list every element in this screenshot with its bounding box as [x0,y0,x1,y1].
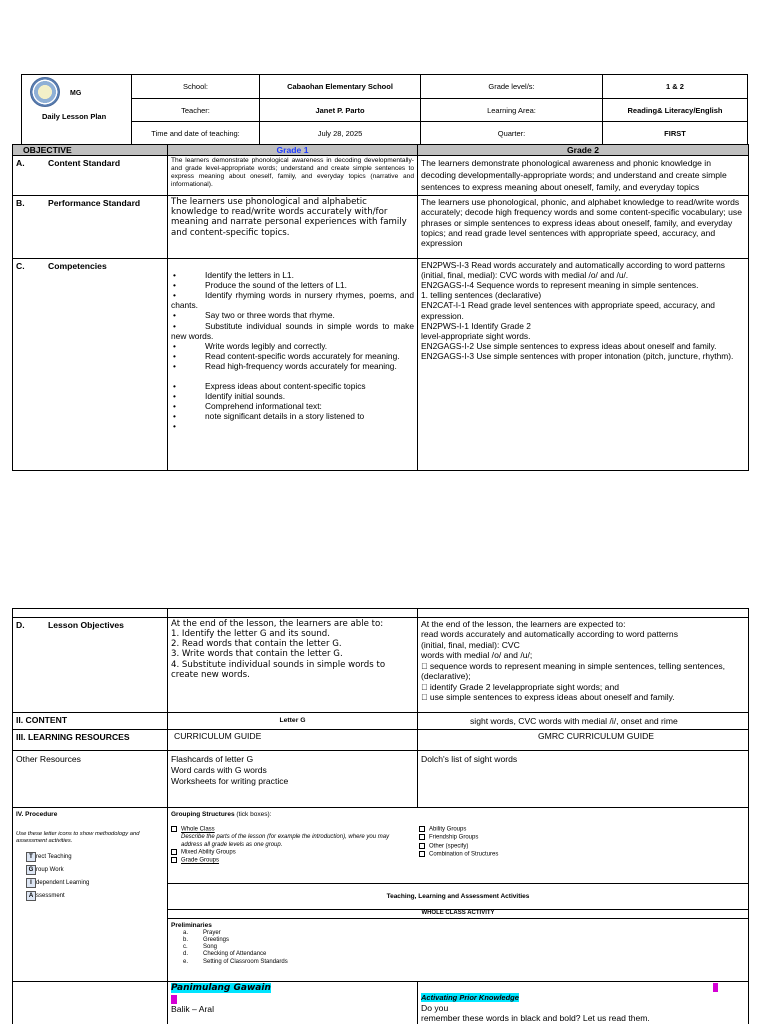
spacer-row [13,609,749,618]
list-item: • Identify the letters in L1. [171,270,414,280]
checkbox-icon[interactable] [419,851,425,857]
objective-line: At the end of the lesson, the learners are expected to: [421,619,626,629]
content-standard-label: A. Content Standard [13,156,168,196]
learning-resources-label: III. LEARNING RESOURCES [13,730,168,751]
list-item: • note significant details in a story listened to [171,411,414,421]
letter-a-icon: A [26,891,36,901]
grade-groups-option[interactable]: Grade Groups [171,857,411,865]
competency-item: EN2GAGS-I-3 Use simple sentences with proper intonation (pitch, juncture, rhythm). [421,350,734,361]
other-resources-g1 [168,751,418,808]
plan-title: Daily Lesson Plan [42,112,107,121]
letter-g-icon: G [26,865,36,875]
activity-label-cell [13,982,168,1024]
content-g2: sight words, CVC words with medial /i/, onset and rime [418,713,749,730]
checkbox-icon[interactable] [171,849,177,855]
competencies-row [13,259,749,471]
header-table [21,74,748,145]
competency-item: EN2GAGS-I-4 Sequence words to represent meaning in simple sentences. [421,280,699,291]
procedure-label: IV. Procedure [16,811,58,818]
letter-i-icon: I [26,878,36,888]
learning-resources-g2: GMRC CURRICULUM GUIDE [418,730,749,751]
logo-cell [22,75,132,145]
competency-item: level-appropriate sight words. [421,330,531,341]
list-item: • Identify initial sounds. [171,391,414,401]
lesson-objectives-g1 [168,618,418,713]
method-group: G roup Work [26,865,164,875]
whole-class-activity-heading: WHOLE CLASS ACTIVITY [168,910,749,919]
activity-row [13,982,749,1024]
content-g1: Letter G [168,713,418,730]
objective-line:   sequence words to represent meaning in simple sentences, telling sentences, (declarative); [421,660,726,682]
grade-value: 1 & 2 [603,75,748,99]
lesson-objectives-row [13,618,749,713]
teacher-label: Teacher: [132,99,260,122]
lesson-objectives-g2 [418,618,749,713]
objective-line: read words accurately and automatically according to word patterns [421,629,678,640]
performance-standard-g2: The learners use phonological, phonic, and alphabet knowledge to read/write words accurately; decode high frequency words and some content-specific vocabulary; use phrases or simple sentences to express ideas about oneself, family, and everyday topics; and read grade level sentences with appropriate speed, accuracy, and expression [418,196,749,259]
competency-item: EN2PWS-I-1 Identify Grade 2 [421,320,531,331]
competency-item: EN2GAGS-I-2 Use simple sentences to express ideas about oneself and family. [421,340,717,351]
competency-item: EN2CAT-I-1 Read grade level sentences with appropriate speed, accuracy, and expression. [421,300,715,321]
method-direct: T rect Teaching [26,852,164,862]
other-resources-row [13,751,749,808]
list-item: b. Greetings [183,936,230,943]
area-value: Reading& Literacy/English [603,99,748,122]
logo-text: MG [70,90,82,97]
school-value: Cabaohan Elementary School [260,75,421,99]
grouping-left [171,826,411,865]
performance-standard-label: B. Performance Standard [13,196,168,259]
g1-activity-title: Panimulang Gawain [171,983,271,993]
friendship-option[interactable]: Friendship Groups [419,834,498,842]
list-item: • Express ideas about content-specific topics [171,381,414,391]
method-independent: I dependent Learning [26,878,164,888]
competencies-label: C. Competencies [13,259,168,471]
content-standard-g2: The learners demonstrate phonological awareness and phonic knowledge in decoding developmentally-appropriate words; and understand and create simple sentences to express meaning about oneself, family, and everyday topics [418,156,749,196]
learning-resources-g1: CURRICULUM GUIDE [168,730,418,751]
checkbox-icon[interactable] [419,826,425,832]
deped-seal-icon [30,77,60,107]
learning-resources-row [13,730,749,751]
content-row [13,713,749,730]
preliminaries-cell [168,919,749,982]
mixed-option[interactable]: Mixed Ability Groups [171,849,411,857]
grouping-cell [168,808,749,884]
other-resources-g2: Dolch's list of sight words [418,751,749,808]
pink-marker: T [171,994,176,1002]
procedure-note: Use these letter icons to show methodology and assessment activities. [16,830,140,845]
grade1-heading: Grade 1 [168,145,418,156]
grade2-heading: Grade 2 [418,145,749,156]
objective-line: 2. Read words that contain the letter G. [171,639,342,650]
combination-option[interactable]: Combination of Structures [419,851,498,859]
preliminaries-list [171,930,745,966]
objective-heading: OBJECTIVE [13,145,168,156]
grouping-title: Grouping Structures (tick boxes): [171,811,272,818]
lesson-table [12,608,749,1024]
list-item: • Write words legibly and correctly. [171,341,414,351]
performance-standard-g1: The learners use phonological and alphabetic knowledge to read/write words accurately with/for meaning and narrate personal experiences with family and content-specific topics. [168,196,418,259]
list-item: e. Setting of Classroom Standards [183,958,288,965]
list-item: • Substitute individual sounds in simple words to make new words. [171,321,414,341]
method-icons [16,852,164,901]
letter-t-icon: T [26,852,36,862]
checkbox-icon[interactable] [171,857,177,863]
objective-line: At the end of the lesson, the learners are able to: [171,619,384,629]
whole-class-desc: Describe the parts of the lesson (for example the introduction), where you may address all grade levels as one group. [181,834,390,848]
list-item: c. Song [183,944,218,951]
checkbox-icon[interactable] [419,843,425,849]
other-option[interactable]: Other (specify) [419,843,498,851]
g2-activity-line2: remember these words in black and bold? Let us read them. [421,1012,650,1023]
g2-activity [418,982,749,1024]
list-item: d. Checking of Attendance [183,951,267,958]
performance-standard-row [13,196,749,259]
g1-activity [168,982,418,1024]
grade-label: Grade level/s: [421,75,603,99]
resource-item: Word cards with G words [171,765,267,776]
list-item: • Produce the sound of the letters of L1. [171,280,414,290]
list-item: • Read high-frequency words accurately for meaning. [171,361,414,371]
other-resources-label-cell: Other Resources [13,751,168,808]
objective-line:   use simple sentences to express ideas about oneself and family. [421,692,675,703]
ability-option[interactable]: Ability Groups [419,826,498,834]
objectives-table [12,144,749,471]
content-standard-g1: The learners demonstrate phonological awareness in decoding developmentally- and grade level-appropriate words; understand and create simple sentences to express meaning about oneself, family, and everyday topics (narrative and informational). [168,156,418,196]
objective-line: 4. Substitute individual sounds in simple words to create new words. [171,659,386,680]
list-item: • Identify rhyming words in nursery rhymes, poems, and chants. [171,290,414,310]
procedure-row [13,808,749,884]
quarter-value: FIRST [603,122,748,145]
teacher-value: Janet P. Parto [260,99,421,122]
objective-line:   identify Grade 2 levelappropriate sight words; and [421,681,620,692]
list-item: • Read content-specific words accurately for meaning. [171,351,414,361]
procedure-label-cell [13,808,168,982]
quarter-label: Quarter: [421,122,603,145]
pink-marker: T [713,983,718,990]
time-value: July 28, 2025 [260,122,421,145]
content-label: II. CONTENT [13,713,168,730]
objective-line: words with medial /o/ and /u/; [421,650,533,661]
list-item: a. Prayer [183,929,221,936]
list-item: • Comprehend informational text: [171,401,414,411]
g2-activity-title: Activating Prior Knowledge [421,993,519,1002]
list-item: • Say two or three words that rhyme. [171,310,414,320]
tla-heading: Teaching, Learning and Assessment Activities [168,884,749,910]
time-label: Time and date of teaching: [132,122,260,145]
school-label: School: [132,75,260,99]
preliminaries-title: Preliminaries [171,922,212,929]
g1-activity-sub: Balik – Aral [171,1003,214,1014]
competency-item: 1. telling sentences (declarative) [421,290,542,301]
competencies-g1-list [168,270,417,421]
competencies-g1 [168,259,418,471]
whole-class-option[interactable]: Whole Class [171,826,411,834]
resource-item: Worksheets for writing practice [171,776,289,787]
resource-item: Flashcards of letter G [171,754,254,764]
objective-line: 1. Identify the letter G and its sound. [171,629,330,640]
area-label: Learning Area: [421,99,603,122]
method-assessment: A ssessment [26,891,164,901]
checkbox-icon[interactable] [419,834,425,840]
objective-line: (initial, final, medial): CVC [421,639,520,650]
objective-header-row [13,145,749,156]
checkbox-icon[interactable] [171,826,177,832]
g2-activity-line1: Do you [421,1002,449,1013]
objective-line: 3. Write words that contain the letter G. [171,649,343,660]
lesson-objectives-label: D. Lesson Objectives [13,618,168,713]
grouping-right [419,826,498,860]
competencies-g2 [418,259,749,471]
content-standard-row [13,156,749,196]
competency-item: EN2PWS-I-3 Read words accurately and automatically according to word patterns (initial, final, medial): CVC words with medial /o/ and /u/. [421,260,725,281]
